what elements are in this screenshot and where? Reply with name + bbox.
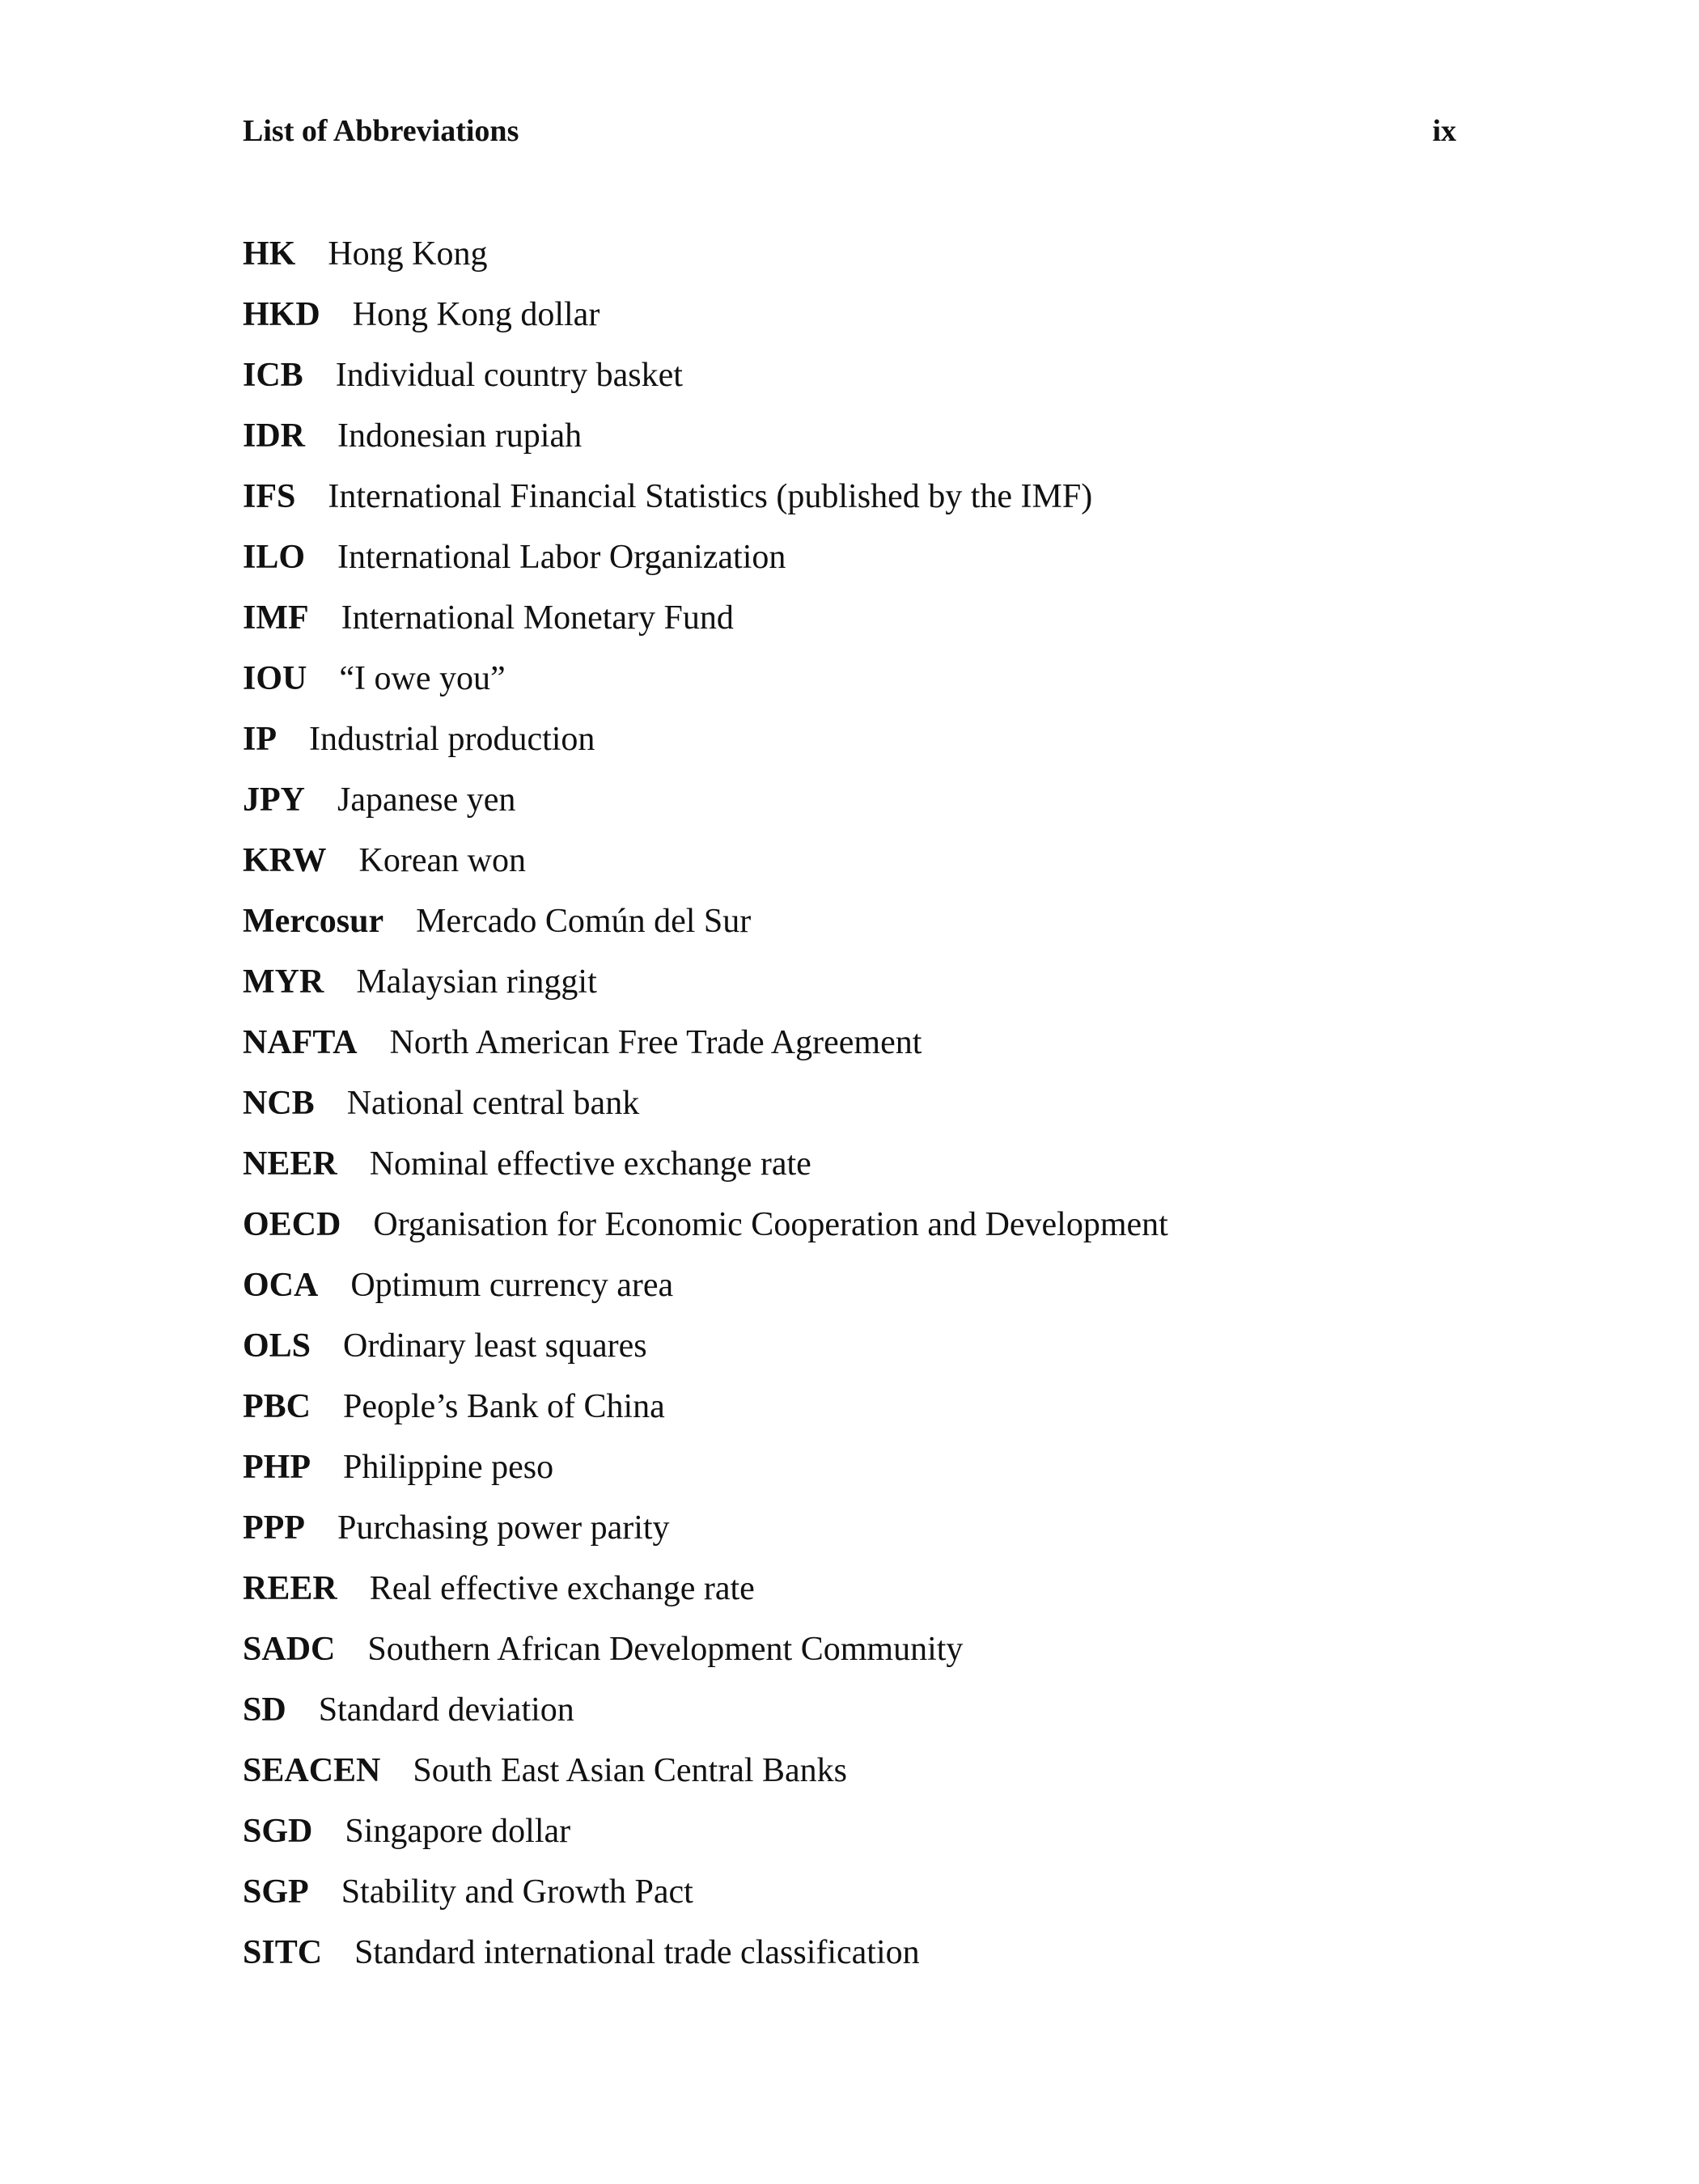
abbreviation-definition: Standard international trade classification — [354, 1934, 920, 1971]
running-head-title: List of Abbreviations — [243, 114, 519, 148]
abbreviation-term: HKD — [243, 296, 320, 333]
abbreviation-term: PPP — [243, 1509, 305, 1547]
abbreviation-definition: Organisation for Economic Cooperation and Development — [373, 1206, 1168, 1243]
abbreviation-entry — [243, 715, 1618, 776]
abbreviation-definition: International Financial Statistics (published by the IMF) — [328, 478, 1093, 515]
abbreviation-term: NEER — [243, 1145, 337, 1183]
abbreviation-term: NAFTA — [243, 1024, 358, 1061]
abbreviation-definition: North American Free Trade Agreement — [389, 1024, 922, 1061]
abbreviation-entry — [243, 654, 1618, 715]
abbreviation-entry — [243, 1868, 1618, 1928]
abbreviation-term: OECD — [243, 1206, 341, 1243]
abbreviation-entry — [243, 1443, 1618, 1504]
abbreviation-definition: Japanese yen — [337, 781, 516, 819]
abbreviation-term: OCA — [243, 1267, 319, 1304]
abbreviation-entry — [243, 351, 1618, 412]
abbreviation-entry — [243, 897, 1618, 958]
abbreviation-term: HK — [243, 235, 296, 273]
abbreviation-entry — [243, 1504, 1618, 1564]
abbreviation-entry — [243, 1261, 1618, 1322]
abbreviation-term: IDR — [243, 417, 306, 455]
abbreviation-entry — [243, 1140, 1618, 1200]
abbreviation-entry — [243, 1625, 1618, 1686]
abbreviation-definition: Malaysian ringgit — [356, 963, 597, 1001]
abbreviation-entry — [243, 412, 1618, 472]
abbreviation-term: OLS — [243, 1327, 311, 1365]
abbreviation-entry — [243, 472, 1618, 533]
abbreviation-definition: Stability and Growth Pact — [341, 1873, 693, 1911]
abbreviation-term: MYR — [243, 963, 324, 1001]
abbreviation-term: KRW — [243, 842, 327, 879]
running-head — [243, 111, 1456, 151]
abbreviation-term: REER — [243, 1570, 337, 1607]
abbreviation-term: SD — [243, 1691, 286, 1729]
abbreviation-definition: Philippine peso — [342, 1449, 554, 1486]
abbreviation-term: JPY — [243, 781, 305, 819]
abbreviation-entry — [243, 1018, 1618, 1079]
abbreviation-term: PBC — [243, 1388, 311, 1425]
abbreviation-entry — [243, 1807, 1618, 1868]
abbreviation-term: PHP — [243, 1449, 311, 1486]
abbreviation-entry — [243, 1928, 1618, 1989]
abbreviation-definition: Singapore dollar — [345, 1813, 571, 1850]
abbreviation-entry — [243, 1382, 1618, 1443]
abbreviation-definition: National central bank — [346, 1085, 640, 1122]
abbreviation-entry — [243, 594, 1618, 654]
abbreviation-entry — [243, 230, 1618, 290]
abbreviation-definition: Optimum currency area — [350, 1267, 674, 1304]
abbreviation-term: SGP — [243, 1873, 309, 1911]
abbreviation-definition: Standard deviation — [318, 1691, 574, 1729]
abbreviation-entry — [243, 958, 1618, 1018]
abbreviation-term: IP — [243, 721, 277, 758]
abbreviation-definition: Industrial production — [309, 721, 595, 758]
abbreviation-definition: Hong Kong dollar — [352, 296, 600, 333]
abbreviation-term: SGD — [243, 1813, 313, 1850]
abbreviation-definition: International Labor Organization — [337, 539, 786, 576]
page-number: ix — [1432, 114, 1456, 148]
abbreviation-definition: People’s Bank of China — [343, 1388, 665, 1425]
abbreviation-entry — [243, 533, 1618, 594]
abbreviation-term: SITC — [243, 1934, 323, 1971]
abbreviation-definition: Mercado Común del Sur — [416, 903, 752, 940]
abbreviation-definition: “I owe you” — [339, 660, 506, 697]
abbreviation-list — [243, 230, 1618, 1989]
abbreviation-definition: Korean won — [358, 842, 526, 879]
abbreviation-entry — [243, 1746, 1618, 1807]
abbreviation-term: Mercosur — [243, 903, 384, 940]
abbreviation-term: IFS — [243, 478, 296, 515]
abbreviation-definition: International Monetary Fund — [341, 599, 734, 637]
abbreviation-entry — [243, 1686, 1618, 1746]
abbreviation-term: SADC — [243, 1631, 336, 1668]
abbreviation-entry — [243, 290, 1618, 351]
abbreviation-definition: Hong Kong — [328, 235, 488, 273]
abbreviation-definition: Individual country basket — [335, 357, 683, 394]
abbreviation-term: ILO — [243, 539, 306, 576]
abbreviation-entry — [243, 1079, 1618, 1140]
abbreviation-definition: South East Asian Central Banks — [413, 1752, 848, 1789]
abbreviation-definition: Southern African Development Community — [367, 1631, 964, 1668]
abbreviation-entry — [243, 1322, 1618, 1382]
abbreviation-term: IOU — [243, 660, 307, 697]
abbreviation-term: SEACEN — [243, 1752, 381, 1789]
abbreviation-entry — [243, 1564, 1618, 1625]
abbreviation-term: NCB — [243, 1085, 315, 1122]
abbreviation-definition: Purchasing power parity — [337, 1509, 670, 1547]
abbreviation-definition: Real effective exchange rate — [369, 1570, 755, 1607]
abbreviation-entry — [243, 1200, 1618, 1261]
abbreviation-entry — [243, 776, 1618, 836]
abbreviation-definition: Nominal effective exchange rate — [369, 1145, 811, 1183]
abbreviation-term: ICB — [243, 357, 303, 394]
abbreviation-term: IMF — [243, 599, 309, 637]
abbreviation-definition: Ordinary least squares — [343, 1327, 647, 1365]
abbreviation-entry — [243, 836, 1618, 897]
abbreviation-definition: Indonesian rupiah — [337, 417, 583, 455]
